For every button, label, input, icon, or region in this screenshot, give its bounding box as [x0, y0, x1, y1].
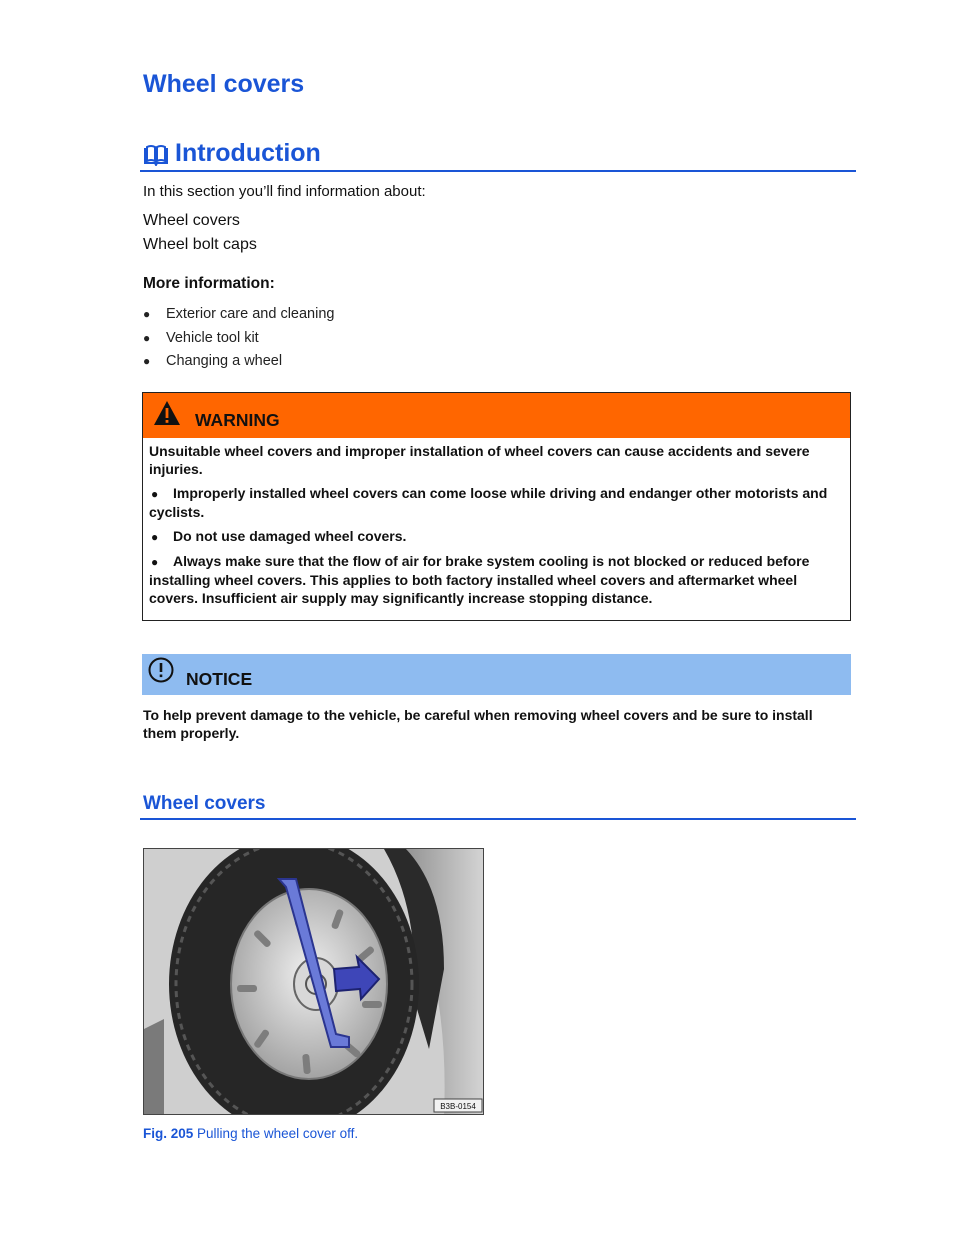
warning-body: [143, 438, 850, 607]
topic-list: [143, 209, 257, 257]
list-item[interactable]: ● Vehicle tool kit: [143, 327, 334, 351]
notice-header: [142, 654, 851, 695]
intro-text: In this section you’ll find information about:: [143, 183, 426, 200]
wheel-illustration: [144, 849, 484, 1115]
topic-link-wheel-bolt-caps[interactable]: Wheel bolt caps: [143, 236, 257, 253]
bullet-icon: ●: [151, 555, 159, 569]
warning-triangle-icon: [153, 400, 181, 426]
notice-text: To help prevent damage to the vehicle, be careful when removing wheel covers and be sure to install them properly.: [143, 707, 813, 741]
figure-code: B3B-0154: [440, 1102, 476, 1111]
section-title: Wheel covers: [143, 793, 266, 814]
notice-exclamation-icon: [148, 657, 174, 683]
section-heading: [140, 790, 856, 820]
intro-heading: [140, 136, 856, 172]
figure-caption: [143, 1126, 358, 1141]
list-item[interactable]: ● Changing a wheel: [143, 350, 334, 374]
warning-item: ● Always make sure that the flow of air for brake system cooling is not blocked or reduced before installing wheel covers. This applies to both factory installed wheel covers and aftermarket wheel covers. Insufficient air supply may significantly increase stopping distance.: [149, 553, 810, 606]
more-info-label: More information:: [143, 275, 275, 292]
warning-box: [142, 392, 851, 621]
bullet-icon: ●: [143, 330, 151, 345]
figure-wheel-cover-removal: [143, 848, 484, 1115]
bullet-icon: ●: [143, 307, 151, 321]
warning-header: [143, 393, 850, 438]
warning-item: ● Do not use damaged wheel covers.: [151, 528, 407, 544]
intro-title: Introduction: [175, 139, 321, 167]
topic-link-wheel-covers[interactable]: Wheel covers: [143, 212, 240, 229]
bullet-icon: ●: [151, 530, 159, 544]
warning-title: WARNING: [195, 409, 280, 430]
more-info-list: [143, 303, 334, 374]
warning-item: ● Improperly installed wheel covers can come loose while driving and endanger other motorists and cyclists.: [149, 485, 828, 520]
list-item[interactable]: ● Exterior care and cleaning: [143, 303, 334, 327]
page-title: Wheel covers: [143, 70, 305, 98]
figure-label: Fig. 205: [143, 1126, 194, 1141]
bullet-icon: ●: [143, 354, 151, 368]
bullet-icon: ●: [151, 487, 159, 501]
warning-intro: Unsuitable wheel covers and improper installation of wheel covers can cause accidents and severe injuries.: [149, 443, 810, 477]
notice-title: NOTICE: [186, 669, 253, 689]
book-icon: [143, 144, 169, 166]
figure-caption-text: Pulling the wheel cover off.: [197, 1126, 359, 1141]
